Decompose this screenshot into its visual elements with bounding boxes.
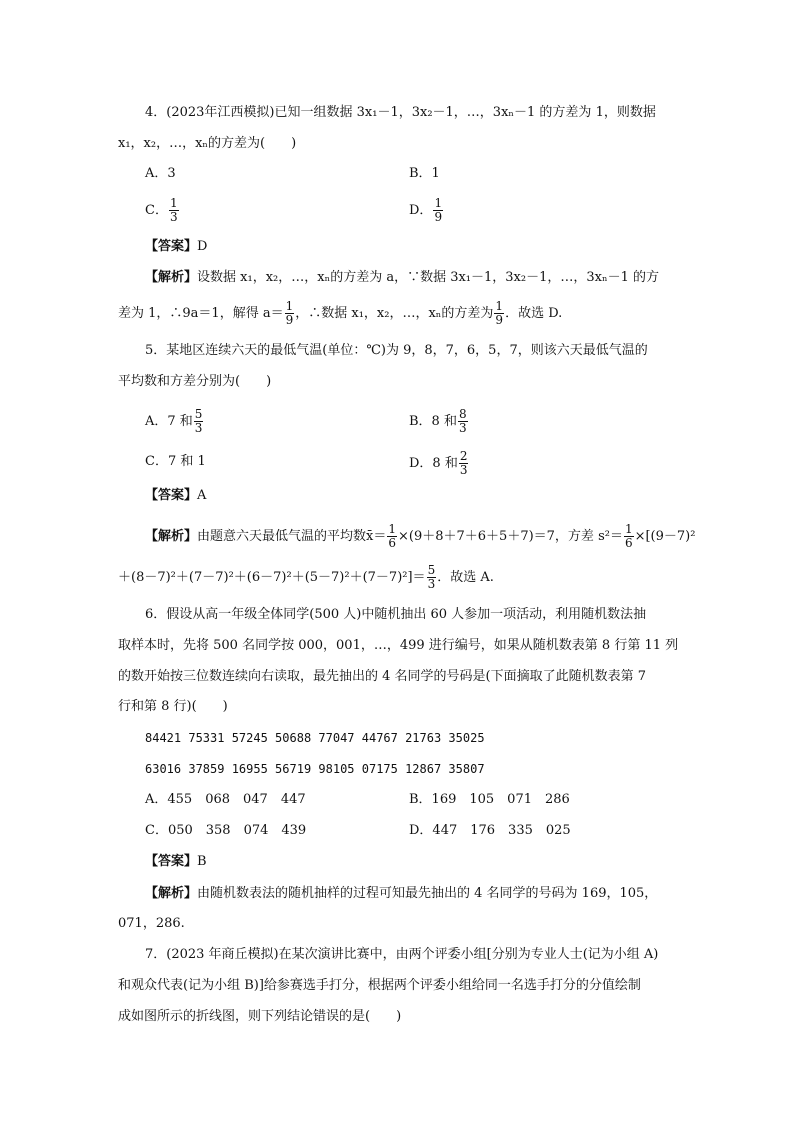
fraction-denominator: 9 (495, 313, 504, 327)
analysis-text: 设数据 x₁，x₂，…，xₙ的方差为 a，∵数据 3x₁－1，3x₂－1，…，3xₙ－1 的方 (197, 270, 660, 285)
analysis-text: ×[(9－7)² (634, 529, 696, 544)
fraction-denominator: 6 (388, 536, 396, 550)
option-fraction (458, 408, 468, 435)
option-label: B．8 和 (409, 414, 457, 429)
q5-option-a (145, 408, 204, 435)
fraction-denominator: 9 (434, 210, 443, 224)
q4-option-a: A．3 (145, 166, 176, 181)
option-label: D．8 和 (409, 456, 458, 471)
q6-option-b: B．169 105 071 286 (409, 792, 570, 807)
q6-stem-line3: 的数开始按三位数连续向右读取，最先抽出的 4 名同学的号码是(下面摘取了此随机数表第 7 (118, 669, 647, 684)
q6-option-d: D．447 176 335 025 (409, 823, 571, 838)
answer-tag: 【答案】 (145, 488, 198, 503)
q5-option-c: C．7 和 1 (145, 454, 206, 469)
option-label: A．7 和 (145, 414, 193, 429)
q4-analysis-line1 (145, 268, 659, 288)
q7-stem-line2: 和观众代表(记为小组 B)]给参赛选手打分，根据两个评委小组给同一名选手打分的分值绘制 (118, 978, 641, 993)
fraction-numerator: 1 (495, 299, 504, 313)
q5-stem-line2: 平均数和方差分别为( ) (118, 374, 272, 389)
fraction-denominator: 3 (169, 210, 178, 224)
q6-analysis-line2: 071，286. (118, 916, 185, 931)
answer-value: B (197, 854, 207, 869)
analysis-fraction (624, 523, 634, 550)
answer-tag: 【答案】 (145, 239, 198, 254)
q4-option-d (409, 197, 444, 224)
q5-analysis-line1 (145, 523, 695, 550)
fraction-numerator: 2 (459, 449, 468, 463)
q6-option-c: C．050 358 074 439 (145, 823, 307, 838)
analysis-text: ，∴数据 x₁，x₂，…，xₙ的方差为 (295, 306, 494, 321)
fraction-numerator: 1 (434, 196, 443, 210)
answer-value: D (197, 239, 208, 254)
analysis-fraction (494, 300, 504, 327)
analysis-text: ×(9＋8＋7＋6＋5＋7)＝7，方差 s²＝ (398, 529, 623, 544)
fraction-numerator: 1 (624, 522, 633, 536)
fraction-denominator: 3 (194, 421, 203, 435)
q5-option-d (409, 450, 469, 477)
q4-answer (145, 237, 207, 257)
analysis-fraction (427, 564, 437, 591)
q4-option-c-fraction (169, 197, 179, 224)
q5-option-b (409, 408, 469, 435)
q4-option-c-label: C． (145, 203, 168, 218)
fraction-numerator: 1 (285, 299, 294, 313)
analysis-fraction (285, 300, 295, 327)
q4-option-b: B．1 (409, 166, 440, 181)
fraction-denominator: 9 (285, 313, 294, 327)
analysis-text: 由随机数表法的随机抽样的过程可知最先抽出的 4 名同学的号码为 169，105， (197, 886, 658, 901)
fraction-denominator: 6 (624, 536, 633, 550)
q4-stem-line2: x₁，x₂，…，xₙ的方差为( ) (118, 136, 297, 151)
answer-tag: 【答案】 (145, 854, 198, 869)
option-fraction (459, 450, 469, 477)
q7-stem-line1: 7．(2023 年商丘模拟)在某次演讲比赛中，由两个评委小组[分别为专业人士(记为小组 A) (145, 947, 659, 962)
analysis-tag: 【解析】 (145, 529, 198, 544)
fraction-numerator: 5 (194, 407, 203, 421)
q5-answer (145, 486, 206, 506)
q5-analysis-line2 (118, 564, 494, 591)
answer-value: A (197, 488, 207, 503)
q4-option-d-label: D． (409, 203, 433, 218)
analysis-text: 差为 1，∴9a＝1，解得 a＝ (118, 306, 284, 321)
analysis-text: ．故选 A. (437, 570, 494, 585)
q6-stem-line4: 行和第 8 行)( ) (118, 699, 228, 714)
analysis-text: ．故选 D. (505, 306, 563, 321)
fraction-numerator: 1 (169, 196, 178, 210)
analysis-tag: 【解析】 (145, 270, 198, 285)
q4-stem-line1: 4．(2023年江西模拟)已知一组数据 3x₁－1，3x₂－1，…，3xₙ－1 的方差为 1，则数据 (145, 105, 656, 120)
q6-analysis-line1 (145, 884, 657, 904)
q4-option-c (145, 197, 180, 224)
q6-stem-line1: 6．假设从高一年级全体同学(500 人)中随机抽出 60 人参加一项活动，利用随机数法抽 (145, 607, 647, 622)
q6-stem-line2: 取样本时，先将 500 名同学按 000，001，…，499 进行编号，如果从随机数表第 8 行第 11 列 (118, 638, 679, 653)
q6-option-a: A．455 068 047 447 (145, 792, 306, 807)
analysis-fraction (387, 523, 397, 550)
random-number-row-7: 84421 75331 57245 50688 77047 44767 21763 35025 (145, 731, 485, 745)
q4-option-d-fraction (433, 197, 443, 224)
fraction-denominator: 3 (427, 577, 436, 591)
fraction-numerator: 1 (388, 522, 396, 536)
q4-analysis-line2 (118, 300, 562, 327)
q5-stem-line1: 5．某地区连续六天的最低气温(单位：℃)为 9，8，7，6，5，7，则该六天最低气温的 (145, 343, 648, 358)
fraction-numerator: 8 (458, 407, 467, 421)
analysis-text: ＋(8－7)²＋(7－7)²＋(6－7)²＋(5－7)²＋(7－7)²]＝ (118, 570, 426, 585)
fraction-denominator: 3 (459, 463, 468, 477)
analysis-tag: 【解析】 (145, 886, 198, 901)
q6-answer (145, 852, 207, 872)
analysis-text: 由题意六天最低气温的平均数x̄＝ (197, 529, 387, 544)
random-number-row-8: 63016 37859 16955 56719 98105 07175 12867 35807 (145, 762, 485, 776)
option-fraction (194, 408, 204, 435)
fraction-numerator: 5 (427, 563, 436, 577)
q7-stem-line3: 成如图所示的折线图，则下列结论错误的是( ) (118, 1009, 402, 1024)
fraction-denominator: 3 (458, 421, 467, 435)
